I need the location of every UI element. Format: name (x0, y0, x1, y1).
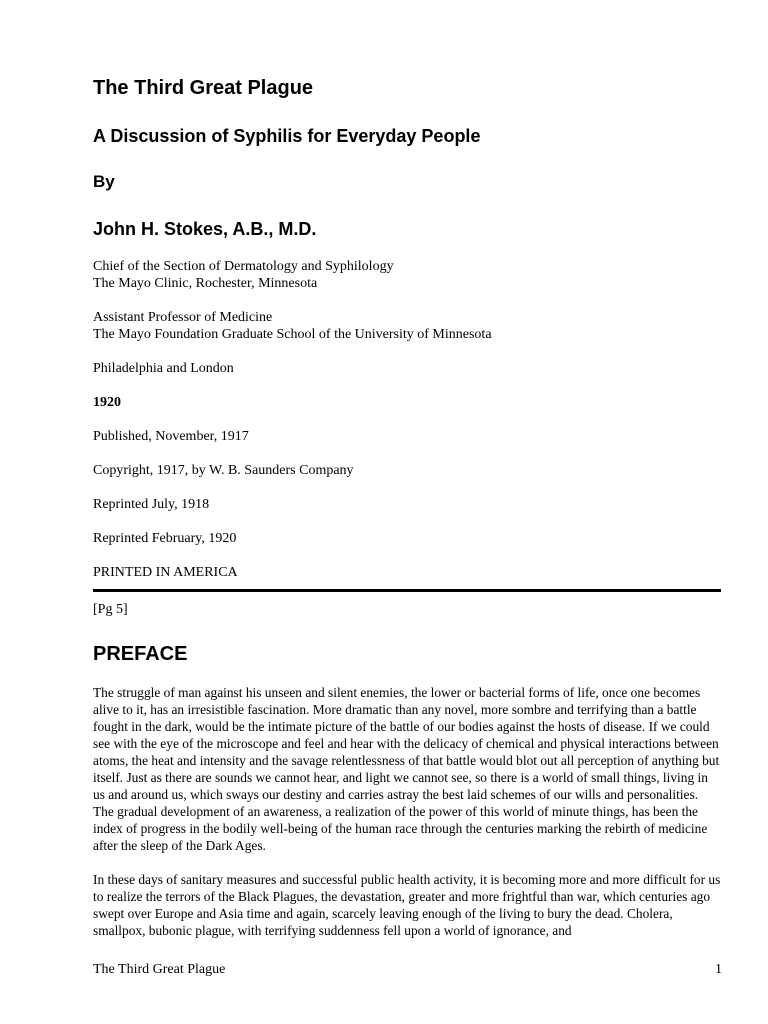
affiliation-line: The Mayo Clinic, Rochester, Minnesota (93, 276, 318, 291)
reprint-notice: Reprinted February, 1920 (93, 531, 237, 546)
book-title: The Third Great Plague (93, 77, 314, 99)
book-subtitle: A Discussion of Syphilis for Everyday People (93, 126, 481, 146)
page-marker: [Pg 5] (93, 602, 128, 617)
footer-running-title: The Third Great Plague (93, 962, 226, 977)
preface-paragraph: The struggle of man against his unseen and silent enemies, the lower or bacterial forms of life, once one becomes alive to it, has an irresistible fascination. More dramatic than any novel, more sombre and terrifying than a battle fought in the dark, would be the intimate picture of the battle of our bodies against the hosts of disease. If we could see with the eye of the microscope and feel and hear with the delicacy of chemical and physical interactions between atoms, the heat and intensity and the savage relentlessness of that battle would blot out all perception of anything but itself. Just as there are sounds we cannot hear, and light we cannot see, so there is a world of small things, living in us and around us, which sways our destiny and carries astray the best laid schemes of our wills and personalities. The gradual development of an awareness, a realization of the power of this world of minute things, has been the index of progress in the bodily well-being of the human race through the centuries marking the rebirth of medicine after the sleep of the Dark Ages. (93, 685, 720, 853)
reprint-notice: Reprinted July, 1918 (93, 497, 210, 512)
affiliation-line: Chief of the Section of Dermatology and Syphilology (93, 259, 394, 274)
preface-paragraph: In these days of sanitary measures and successful public health activity, it is becoming more and more difficult for us to realize the terrors of the Black Plagues, the devastation, greater and more frightful than war, which centuries ago swept over Europe and Asia time and again, scarcely leaving enough of the living to bury the dead. Cholera, smallpox, bubonic plague, with terrifying suddenness fell upon a world of ignorance, and (93, 872, 721, 938)
author-name: John H. Stokes, A.B., M.D. (93, 219, 317, 239)
publication-place: Philadelphia and London (93, 361, 234, 376)
printed-notice: PRINTED IN AMERICA (93, 565, 238, 580)
divider-rule (93, 589, 721, 592)
preface-heading: PREFACE (93, 643, 188, 665)
published-date: Published, November, 1917 (93, 429, 249, 444)
affiliation-line: The Mayo Foundation Graduate School of the University of Minnesota (93, 327, 492, 342)
by-line: By (93, 172, 115, 191)
footer-page-number: 1 (715, 962, 722, 977)
publication-year: 1920 (93, 395, 121, 410)
affiliation-line: Assistant Professor of Medicine (93, 310, 273, 325)
copyright-notice: Copyright, 1917, by W. B. Saunders Company (93, 463, 354, 478)
